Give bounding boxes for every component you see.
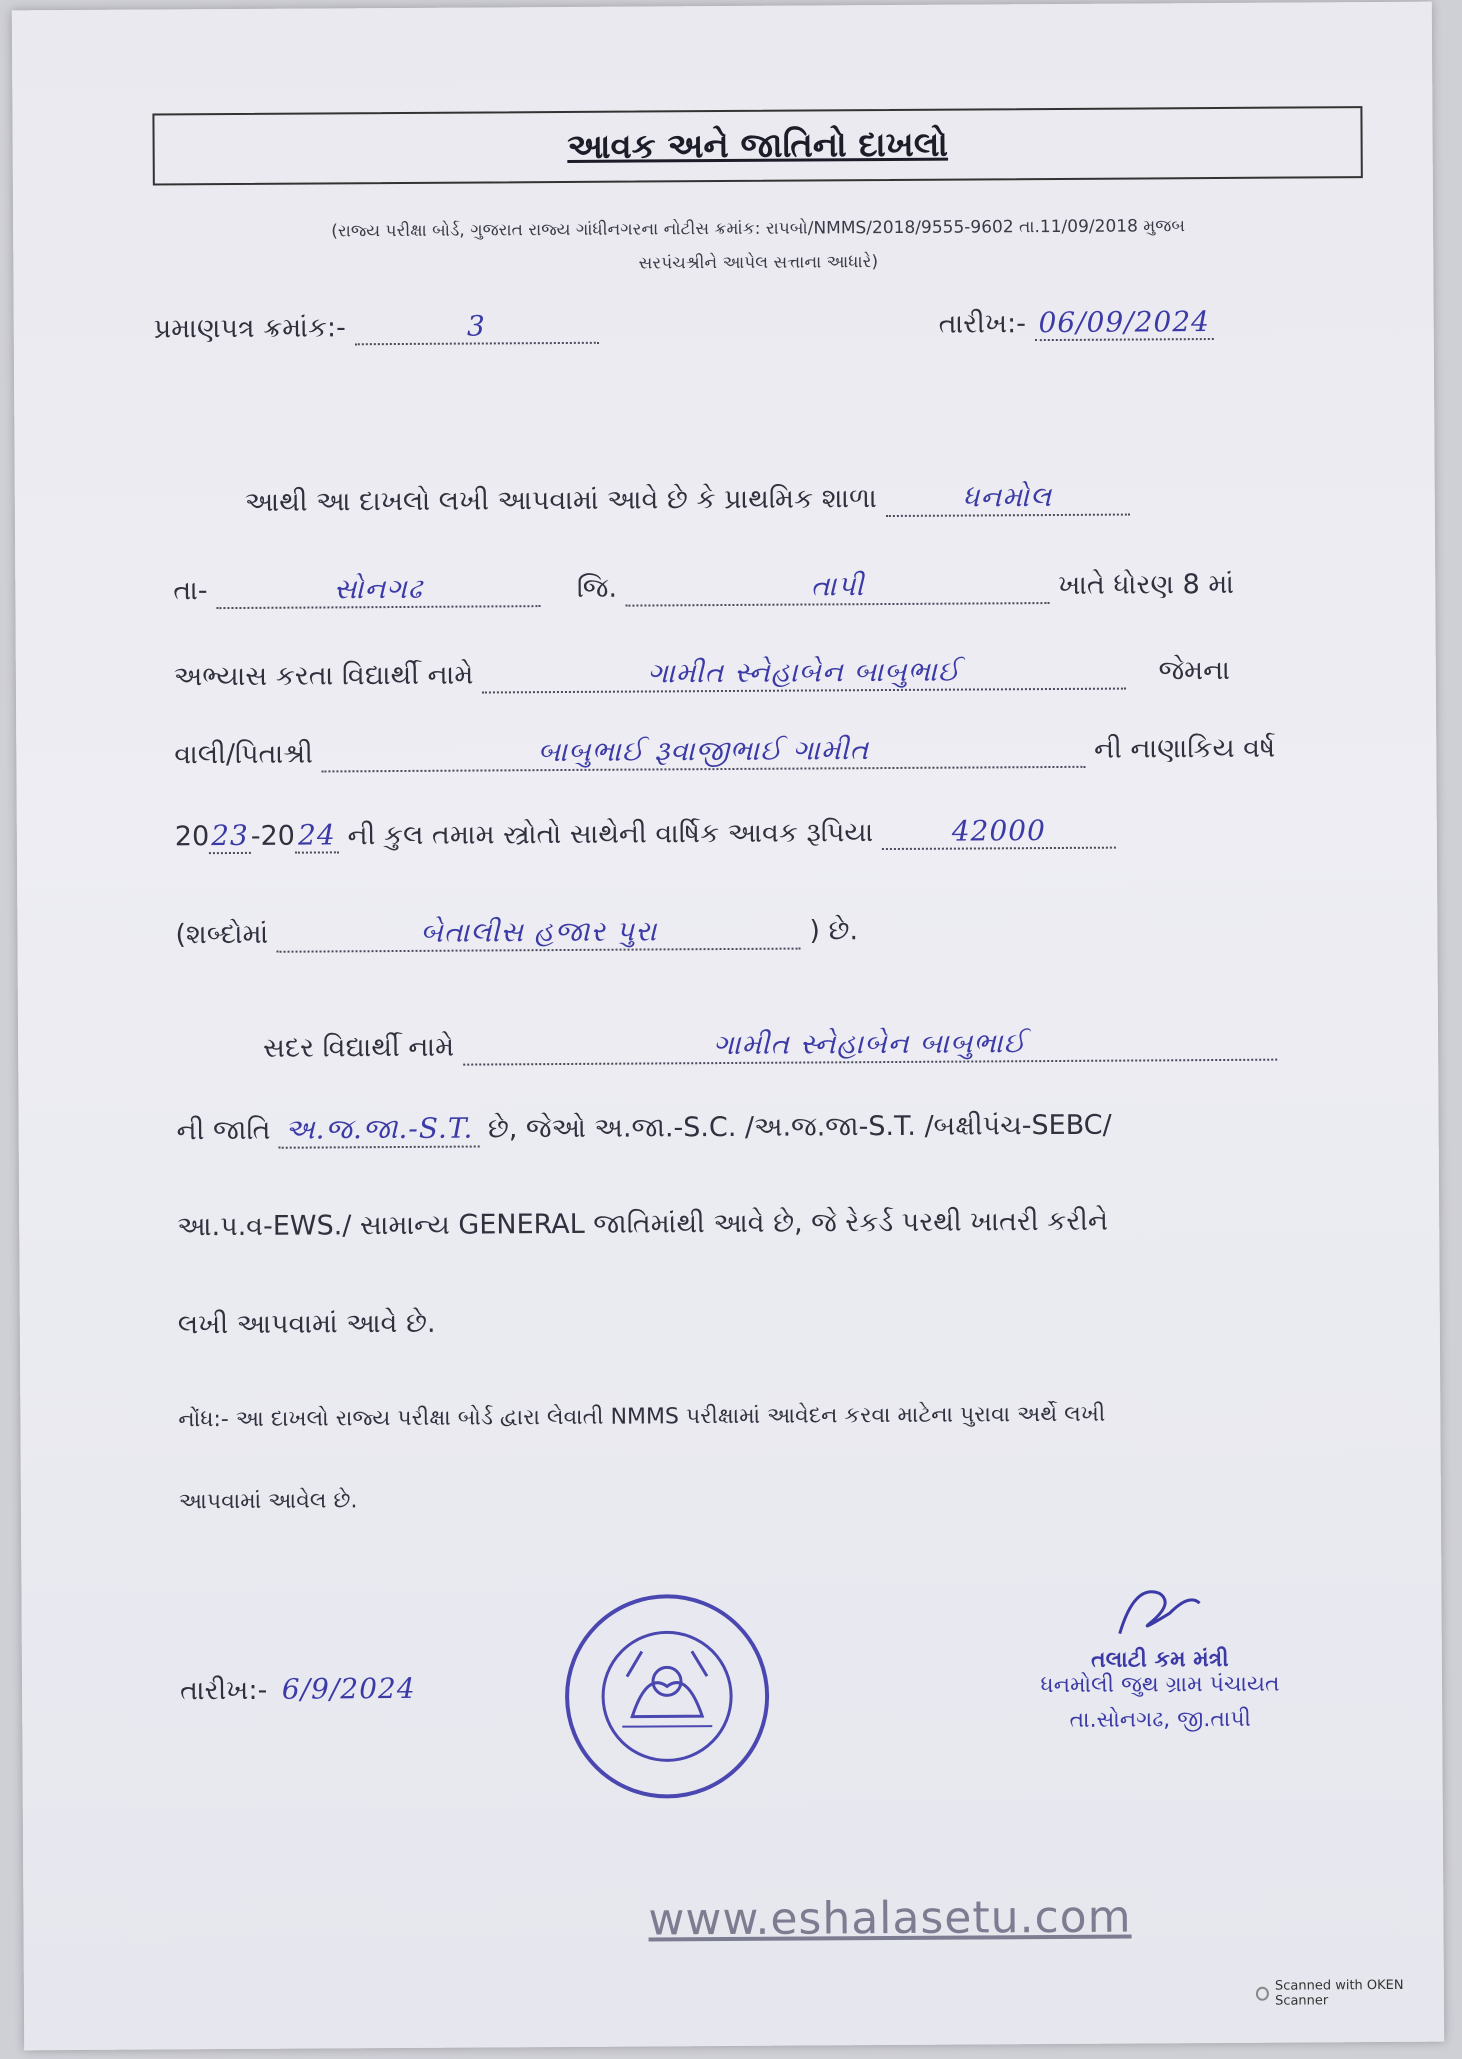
year-prefix-1: 20 [174,821,210,853]
school-name: ધનમોલ [885,480,1129,517]
income-text: ની કુલ તમામ સ્ત્રોતો સાથેની વાર્ષિક આવક રૂપિયા [347,817,874,852]
signatory-title: તલાટી કમ મંત્રી [1091,1646,1229,1673]
words-label: (શબ્દોમાં [175,918,269,951]
body-line-1 [245,480,1130,521]
student-label-2: સદર વિદ્યાર્થી નામે [263,1031,455,1064]
financial-year-text: ની નાણાકિય વર્ષ [1093,732,1276,765]
certificate-number-row [154,309,599,347]
income-in-words: બેતાલીસ હજાર પુરા [277,914,801,953]
year-value-1: 23 [209,819,251,854]
body-line-7 [263,1025,1277,1067]
year-value-2: 24 [295,818,339,853]
body-line-2 [173,567,1234,609]
student-name-2: ગામીત સ્નેહાબેન બાબુભાઈ [463,1025,1277,1066]
certificate-date-row [939,305,1214,342]
footer-date-label: તારીખ:- [179,1674,268,1707]
body-line-8 [177,1108,1112,1150]
body-line-6 [175,913,858,953]
signatory-office: ધનમોલી જુથ ગ્રામ પંચાયત [1040,1671,1280,1699]
district-label: જિ. [576,572,618,604]
body-line-4 [174,731,1275,774]
caste-options-text: છે, જેઓ અ.જા.-S.C. /અ.જ.જા-S.T. /બક્ષીપંચ-SEBC/ [487,1109,1112,1145]
body-line-3 [174,653,1230,695]
words-end: ) છે. [809,915,859,947]
body-line-5 [175,814,1116,855]
document-page [12,2,1444,2051]
notice-reference [163,208,1353,283]
school-intro-text: આથી આ દાખલો લખી આપવામાં આવે છે કે પ્રાથમિક શાળા [244,483,877,518]
body-line-10: લખી આપવામાં આવે છે. [177,1307,436,1341]
scanner-text: Scanned with OKEN Scanner [1274,1977,1404,2009]
note-line-2: આપવામાં આવેલ છે. [178,1488,358,1515]
signature-block [979,1572,1340,1733]
panchayat-seal-icon [561,1591,772,1802]
guardian-label: વાલી/પિતાશ્રી [174,738,313,771]
body-line-9: આ.પ.વ-EWS./ સામાન્ય GENERAL જાતિમાંથી આવે છે, જે રેકર્ડ પરથી ખાતરી કરીને [177,1205,1109,1243]
caste-label: ની જાતિ [176,1114,271,1147]
year-prefix-2: -20 [250,820,296,852]
certificate-number-label: પ્રમાણપત્ર ક્રમાંક:- [153,312,346,345]
scanner-badge [1256,1978,1444,2009]
income-value: 42000 [882,814,1116,850]
caste-value: અ.જ.જા.-S.T. [279,1112,480,1149]
footer-date-row [180,1672,422,1707]
taluka-value: સોનગઢ [216,571,540,609]
notice-line-2: સરપંચશ્રીને આપેલ સત્તાના આધારે) [638,252,879,274]
student-label: અભ્યાસ કરતા વિદ્યાર્થી નામે [173,659,474,693]
certificate-date-value: 06/09/2024 [1034,305,1214,341]
note-line-1: નોંધ:- આ દાખલો રાજ્ય પરીક્ષા બોર્ડ દ્વારા લેવાતી NMMS પરીક્ષામાં આવેદન કરવા માટેના પુરાવા અર્થે લખી [178,1401,1106,1433]
certificate-number-value: 3 [354,309,598,345]
notice-line-1: (રાજ્ય પરીક્ષા બોર્ડ, ગુજરાત રાજ્ય ગાંધીનગરના નોટીસ ક્રમાંક: રાપબો/NMMS/2018/9555-9602 તા.11/09/2018 મુજબ [331,216,1186,242]
title-box [152,106,1362,185]
taluka-label: તા- [173,575,208,607]
certificate-date-label: તારીખ:- [938,308,1027,340]
district-value: તાપી [625,568,1049,607]
footer-date-value: 6/9/2024 [281,1671,416,1706]
page-title: આવક અને જાતિનો દાખલો [567,124,949,167]
signature-icon [1079,1573,1239,1644]
guardian-name: બાબુભાઈ રૂવાજીભાઈ ગામીત [321,732,1085,773]
watermark: www.eshalasetu.com [648,1891,1132,1946]
signatory-place: તા.સોનગઢ, જી.તાપી [1069,1706,1251,1733]
scanner-icon [1256,1987,1269,2001]
standard-text: ખાતે ધોરણ 8 માં [1058,568,1235,601]
student-name: ગામીત સ્નેહાબેન બાબુભાઈ [482,654,1126,694]
jemna-text: જેમના [1158,654,1230,687]
